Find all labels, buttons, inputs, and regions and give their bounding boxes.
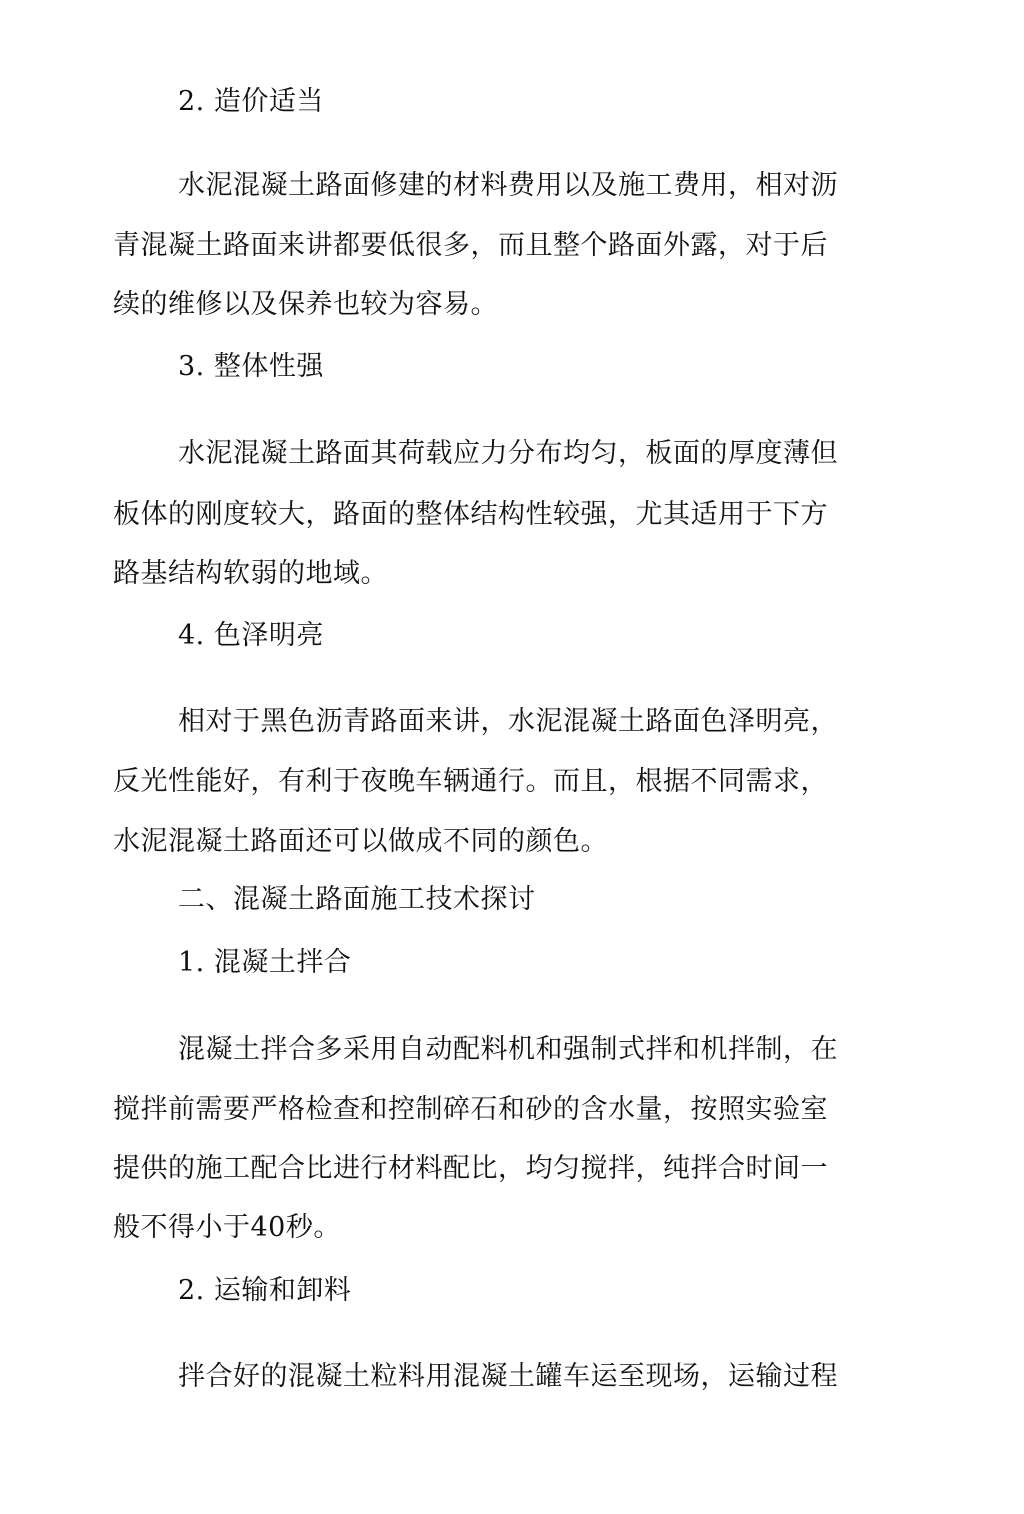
paragraph-mixing-line-4: 般不得小于40秒。 (113, 1212, 341, 1243)
heading-cost: 2. 造价适当 (178, 86, 324, 117)
paragraph-mixing-line-3: 提供的施工配合比进行材料配比，均匀搅拌，纯拌合时间一 (113, 1153, 828, 1184)
heading-mixing: 1. 混凝土拌合 (178, 947, 352, 978)
paragraph-mixing-line-1: 混凝土拌合多采用自动配料机和强制式拌和机拌制，在 (178, 1034, 838, 1065)
heading-color: 4. 色泽明亮 (178, 620, 324, 651)
paragraph-mixing-line-2: 搅拌前需要严格检查和控制碎石和砂的含水量，按照实验室 (113, 1094, 828, 1125)
paragraph-integrity-line-2: 板体的刚度较大，路面的整体结构性较强，尤其适用于下方 (113, 499, 828, 530)
section-two-title: 二、混凝土路面施工技术探讨 (178, 884, 536, 915)
heading-integrity: 3. 整体性强 (178, 351, 324, 382)
paragraph-transport-line-1: 拌合好的混凝土粒料用混凝土罐车运至现场，运输过程 (178, 1361, 838, 1392)
paragraph-color-line-1: 相对于黑色沥青路面来讲，水泥混凝土路面色泽明亮， (178, 706, 838, 737)
paragraph-cost-line-1: 水泥混凝土路面修建的材料费用以及施工费用，相对沥 (178, 170, 838, 201)
paragraph-integrity-line-3: 路基结构软弱的地域。 (113, 558, 388, 589)
heading-transport: 2. 运输和卸料 (178, 1275, 352, 1306)
paragraph-color-line-3: 水泥混凝土路面还可以做成不同的颜色。 (113, 826, 608, 857)
paragraph-integrity-line-1: 水泥混凝土路面其荷载应力分布均匀，板面的厚度薄但 (178, 438, 838, 469)
paragraph-color-line-2: 反光性能好，有利于夜晚车辆通行。而且，根据不同需求， (113, 766, 828, 797)
paragraph-cost-line-2: 青混凝土路面来讲都要低很多，而且整个路面外露，对于后 (113, 230, 828, 261)
paragraph-cost-line-3: 续的维修以及保养也较为容易。 (113, 289, 498, 320)
